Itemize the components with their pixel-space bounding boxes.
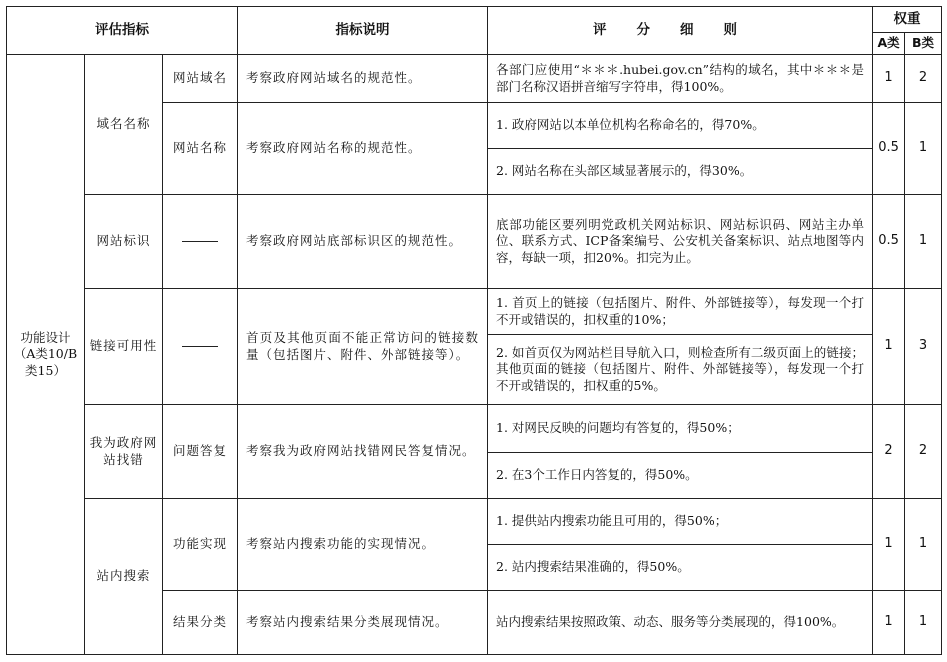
sub-error-report: 问题答复: [163, 405, 238, 499]
desc-error-report: 考察我为政府网站找错网民答复情况。: [238, 405, 488, 499]
group-links: 链接可用性: [85, 289, 163, 405]
header-scoring: 评分细则: [488, 7, 873, 55]
rule-site-domain: 各部门应使用“＊＊＊.hubei.gov.cn”结构的域名，其中＊＊＊是部门名称汉语拼音缩写字符串，得100%。: [488, 55, 873, 103]
weight-b-search-classify: 1: [905, 591, 942, 655]
weight-a-site-domain: 1: [873, 55, 905, 103]
weight-a-search-function: 1: [873, 499, 905, 591]
weight-b-error-report: 2: [905, 405, 942, 499]
rule-site-name-1: 1. 政府网站以本单位机构名称命名的，得70%。: [488, 103, 873, 149]
weight-b-site-domain: 2: [905, 55, 942, 103]
header-indicator: 评估指标: [7, 7, 238, 55]
dash-divider: [182, 346, 218, 347]
sub-site-id-empty: [163, 195, 238, 289]
weight-b-site-id: 1: [905, 195, 942, 289]
group-site-id: 网站标识: [85, 195, 163, 289]
weight-a-links: 1: [873, 289, 905, 405]
desc-site-name: 考察政府网站名称的规范性。: [238, 103, 488, 195]
sub-links-empty: [163, 289, 238, 405]
dash-divider: [182, 241, 218, 242]
sub-search-function: 功能实现: [163, 499, 238, 591]
group-error-report: 我为政府网站找错: [85, 405, 163, 499]
weight-b-search-function: 1: [905, 499, 942, 591]
weight-a-site-name: 0.5: [873, 103, 905, 195]
sub-search-classify: 结果分类: [163, 591, 238, 655]
weight-a-error-report: 2: [873, 405, 905, 499]
rule-error-report-2: 2. 在3个工作日内答复的，得50%。: [488, 453, 873, 499]
weight-a-search-classify: 1: [873, 591, 905, 655]
header-class-b: B类: [905, 33, 942, 55]
rule-error-report-1: 1. 对网民反映的问题均有答复的，得50%；: [488, 405, 873, 453]
desc-search-classify: 考察站内搜索结果分类展现情况。: [238, 591, 488, 655]
desc-links: 首页及其他页面不能正常访问的链接数量（包括图片、附件、外部链接等）。: [238, 289, 488, 405]
rule-site-name-2: 2. 网站名称在头部区域显著展示的，得30%。: [488, 149, 873, 195]
rule-site-id: 底部功能区要列明党政机关网站标识、网站标识码、网站主办单位、联系方式、ICP备案编号、公安机关备案标识、站点地图等内容，每缺一项，扣20%。扣完为止。: [488, 195, 873, 289]
header-description: 指标说明: [238, 7, 488, 55]
desc-site-id: 考察政府网站底部标识区的规范性。: [238, 195, 488, 289]
desc-site-domain: 考察政府网站域名的规范性。: [238, 55, 488, 103]
rule-links-2: 2. 如首页仅为网站栏目导航入口，则检查所有二级页面上的链接；其他页面的链接（包括图片、附件、外部链接等），每发现一个打不开或错误的，扣权重的5%。: [488, 335, 873, 405]
sub-site-domain: 网站域名: [163, 55, 238, 103]
rule-search-function-1: 1. 提供站内搜索功能且可用的，得50%；: [488, 499, 873, 545]
header-weight: 权重: [873, 7, 942, 33]
rule-links-1: 1. 首页上的链接（包括图片、附件、外部链接等），每发现一个打不开或错误的，扣权重的10%；: [488, 289, 873, 335]
rule-search-function-2: 2. 站内搜索结果准确的，得50%。: [488, 545, 873, 591]
weight-a-site-id: 0.5: [873, 195, 905, 289]
weight-b-site-name: 1: [905, 103, 942, 195]
group-site-search: 站内搜索: [85, 499, 163, 655]
header-class-a: A类: [873, 33, 905, 55]
weight-b-links: 3: [905, 289, 942, 405]
sub-site-name: 网站名称: [163, 103, 238, 195]
evaluation-table: [6, 6, 942, 655]
group-domain-name: 域名名称: [85, 55, 163, 195]
desc-search-function: 考察站内搜索功能的实现情况。: [238, 499, 488, 591]
category-function-design: 功能设计（A类10/B类15）: [7, 55, 85, 655]
rule-search-classify: 站内搜索结果按照政策、动态、服务等分类展现的，得100%。: [488, 591, 873, 655]
